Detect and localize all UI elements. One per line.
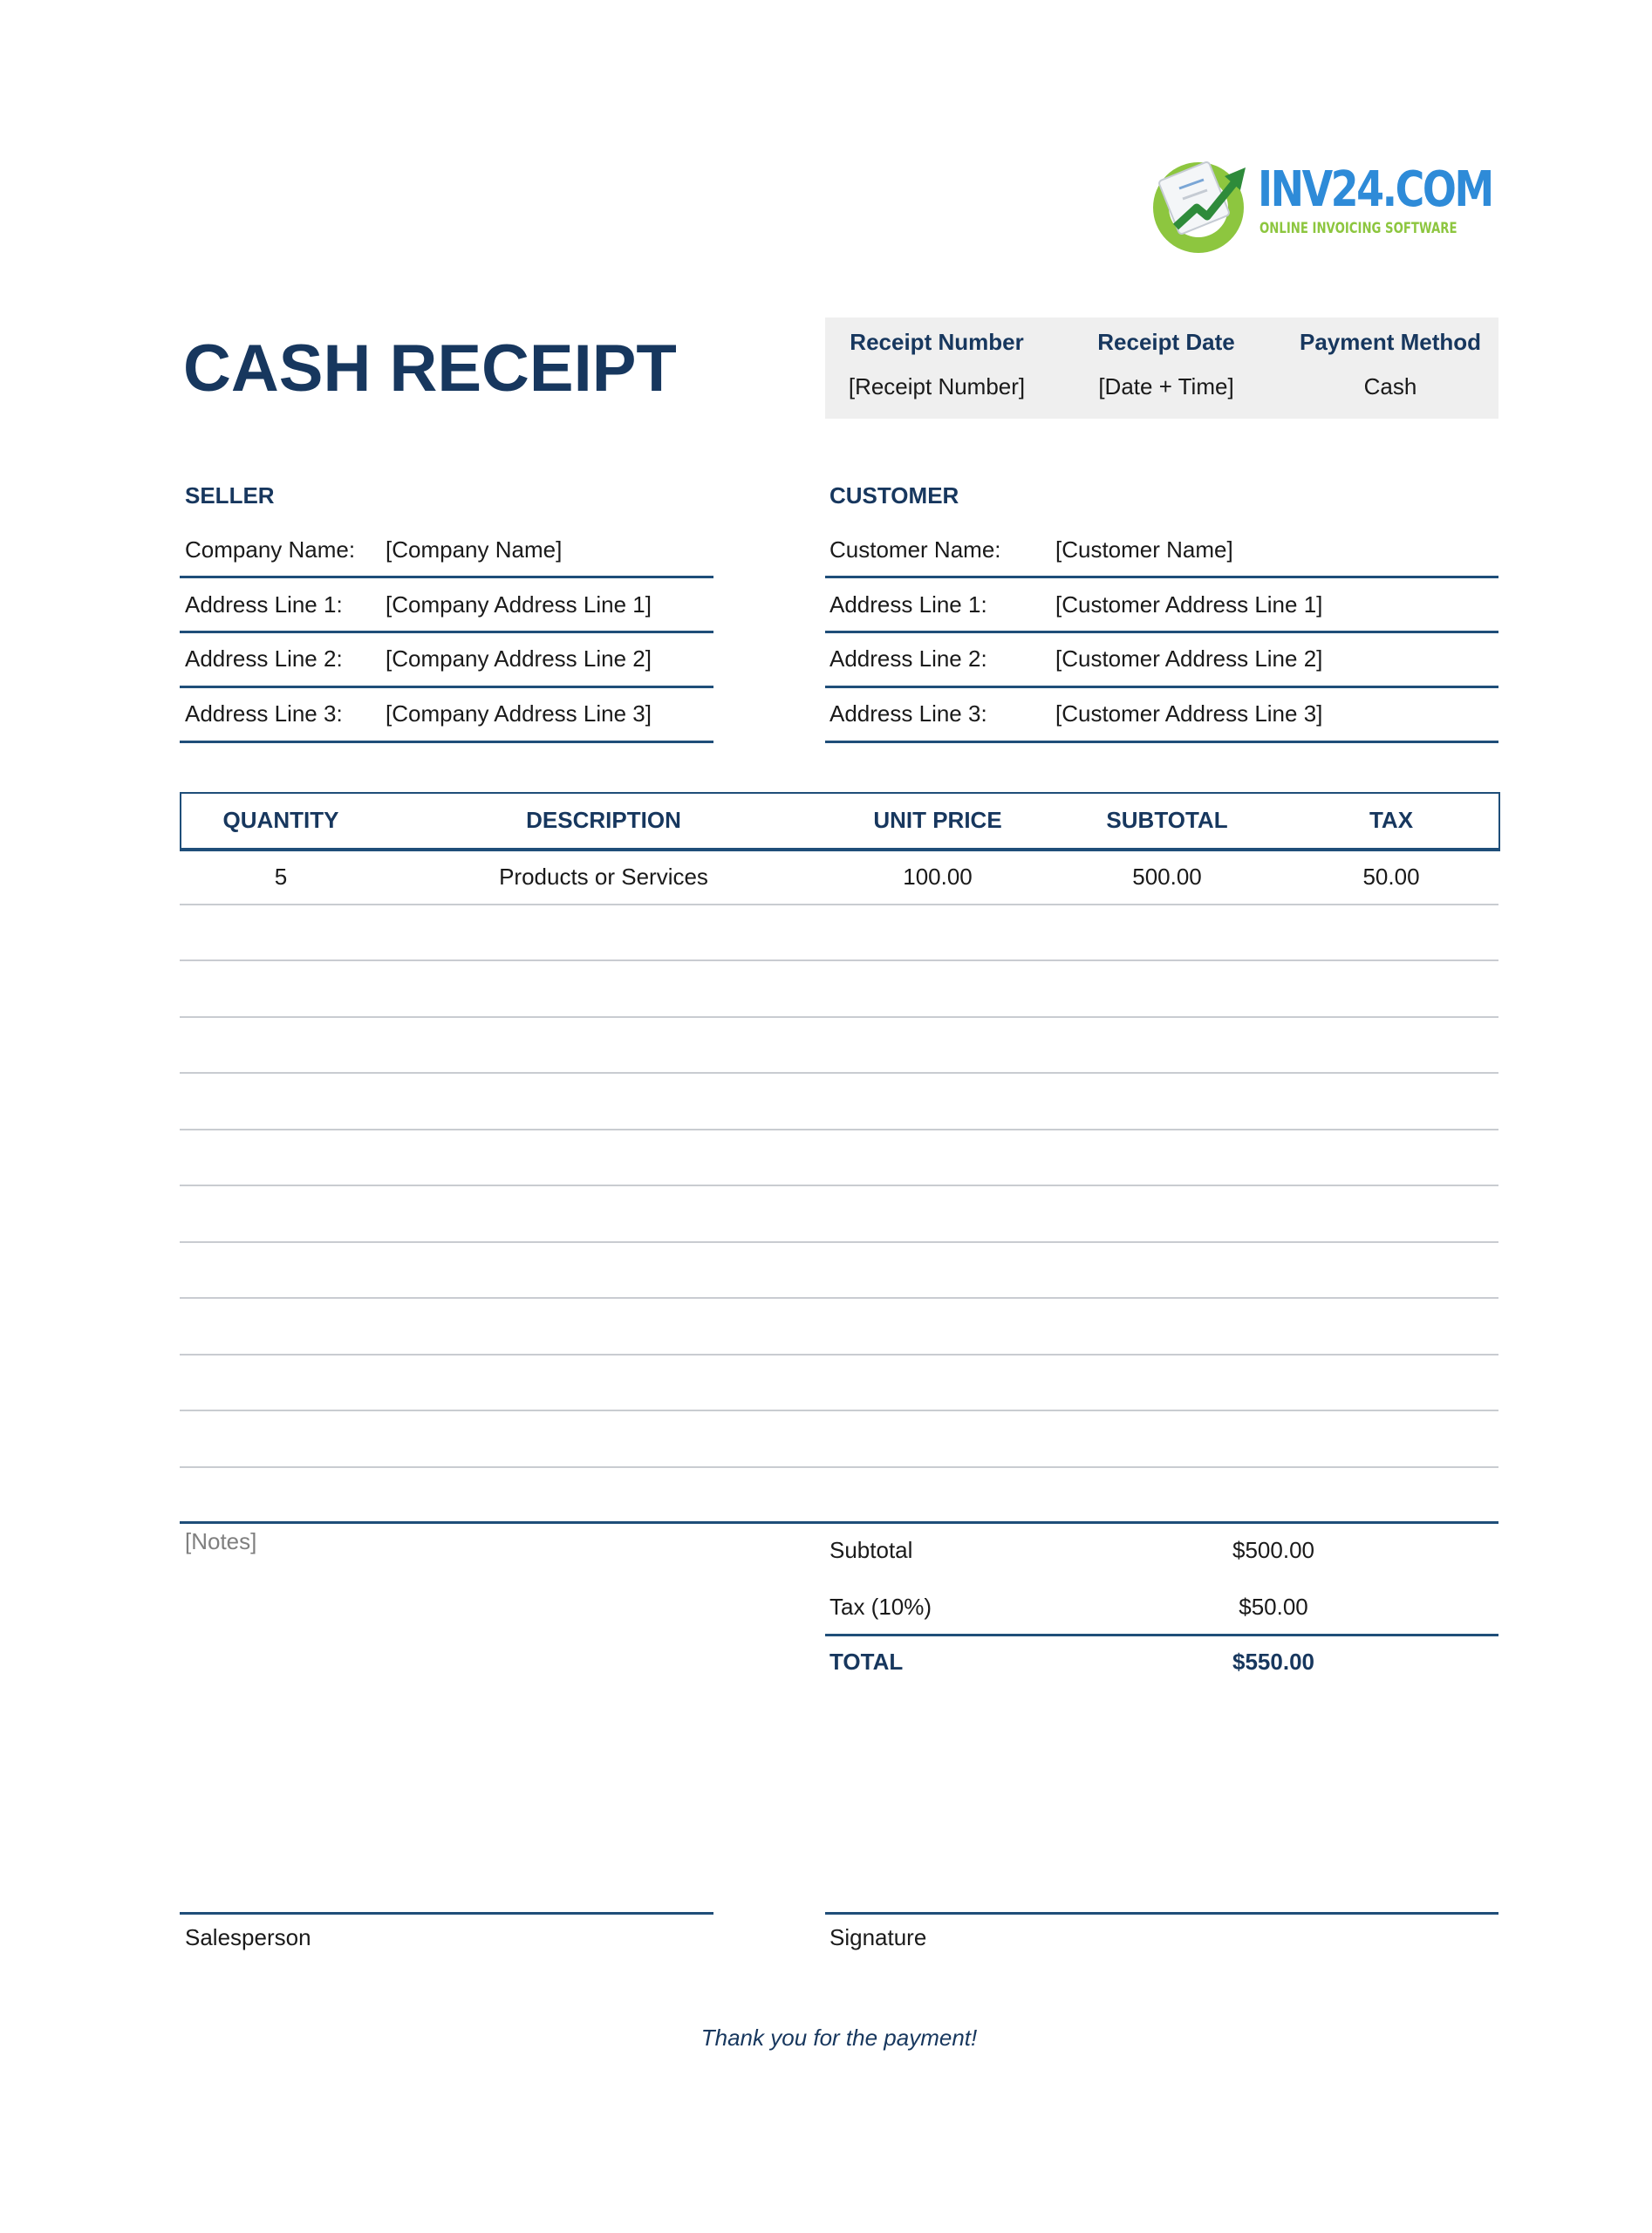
total-value: $550.00 xyxy=(1232,1649,1314,1675)
customer-value-address-3: [Customer Address Line 3] xyxy=(1055,700,1323,727)
seller-value-company: [Company Name] xyxy=(386,536,563,563)
item-unit-price: 100.00 xyxy=(903,864,973,890)
table-row-divider xyxy=(180,1185,1498,1186)
customer-rule xyxy=(825,631,1498,633)
seller-label-address-3: Address Line 3: xyxy=(185,700,343,727)
tax-label: Tax (10%) xyxy=(829,1594,932,1620)
totals-rule xyxy=(825,1634,1498,1636)
customer-heading: CUSTOMER xyxy=(829,482,959,509)
signature-label: Signature xyxy=(829,1924,927,1950)
column-header-tax: TAX xyxy=(1369,807,1414,833)
item-quantity: 5 xyxy=(274,864,288,890)
thank-you-note: Thank you for the payment! xyxy=(700,2025,978,2051)
table-row-divider xyxy=(180,1354,1498,1356)
signature-line xyxy=(825,1912,1498,1915)
seller-value-address-3: [Company Address Line 3] xyxy=(386,700,652,727)
logo-mark-icon xyxy=(1150,154,1254,256)
table-row-divider xyxy=(180,1241,1498,1243)
table-row-divider xyxy=(180,1016,1498,1018)
table-row-divider xyxy=(180,1297,1498,1299)
table-row-divider xyxy=(180,959,1498,961)
notes: [Notes] xyxy=(185,1528,257,1554)
table-row-divider xyxy=(180,1466,1498,1468)
receipt-date-value: [Date + Time] xyxy=(1098,373,1234,399)
seller-label-company: Company Name: xyxy=(185,536,356,563)
receipt-number-header: Receipt Number xyxy=(850,329,1024,355)
seller-rule xyxy=(180,576,713,578)
customer-rule xyxy=(825,686,1498,688)
seller-label-address-2: Address Line 2: xyxy=(185,645,343,672)
seller-rule xyxy=(180,686,713,688)
column-header-subtotal: SUBTOTAL xyxy=(1106,807,1228,833)
seller-rule xyxy=(180,631,713,633)
item-subtotal: 500.00 xyxy=(1132,864,1202,890)
salesperson-line xyxy=(180,1912,713,1915)
tax-value: $50.00 xyxy=(1239,1594,1308,1620)
seller-value-address-2: [Company Address Line 2] xyxy=(386,645,652,672)
column-header-unit-price: UNIT PRICE xyxy=(873,807,1002,833)
seller-label-address-1: Address Line 1: xyxy=(185,591,343,618)
salesperson-label: Salesperson xyxy=(185,1924,311,1950)
customer-label-address-1: Address Line 1: xyxy=(829,591,987,618)
subtotal-value: $500.00 xyxy=(1232,1537,1314,1563)
customer-label-address-3: Address Line 3: xyxy=(829,700,987,727)
customer-label-address-2: Address Line 2: xyxy=(829,645,987,672)
receipt-date-header: Receipt Date xyxy=(1097,329,1235,355)
table-row-divider xyxy=(180,904,1498,905)
logo-tagline: ONLINE INVOICING SOFTWARE xyxy=(1259,220,1457,237)
item-description: Products or Services xyxy=(499,864,708,890)
customer-value-address-1: [Customer Address Line 1] xyxy=(1055,591,1323,618)
seller-heading: SELLER xyxy=(185,482,275,509)
seller-value-address-1: [Company Address Line 1] xyxy=(386,591,652,618)
customer-value-name: [Customer Name] xyxy=(1055,536,1233,563)
logo-brand: INV24.COM xyxy=(1258,161,1492,218)
customer-value-address-2: [Customer Address Line 2] xyxy=(1055,645,1323,672)
total-label: TOTAL xyxy=(829,1649,904,1675)
item-tax: 50.00 xyxy=(1362,864,1420,890)
column-header-quantity: QUANTITY xyxy=(222,807,339,833)
subtotal-label: Subtotal xyxy=(829,1537,913,1563)
payment-method-value: Cash xyxy=(1363,373,1417,399)
receipt-number-value: [Receipt Number] xyxy=(848,373,1026,399)
table-row-divider xyxy=(180,1129,1498,1130)
customer-label-name: Customer Name: xyxy=(829,536,1001,563)
seller-rule xyxy=(180,741,713,743)
customer-rule xyxy=(825,576,1498,578)
table-row-divider xyxy=(180,1072,1498,1074)
customer-rule xyxy=(825,741,1498,743)
table-row-divider xyxy=(180,1410,1498,1411)
page-title: CASH RECEIPT xyxy=(183,331,677,406)
logo xyxy=(1150,154,1492,256)
column-header-description: DESCRIPTION xyxy=(526,807,681,833)
items-table-header xyxy=(180,792,1500,851)
table-bottom-rule xyxy=(180,1521,1498,1524)
payment-method-header: Payment Method xyxy=(1299,329,1482,355)
